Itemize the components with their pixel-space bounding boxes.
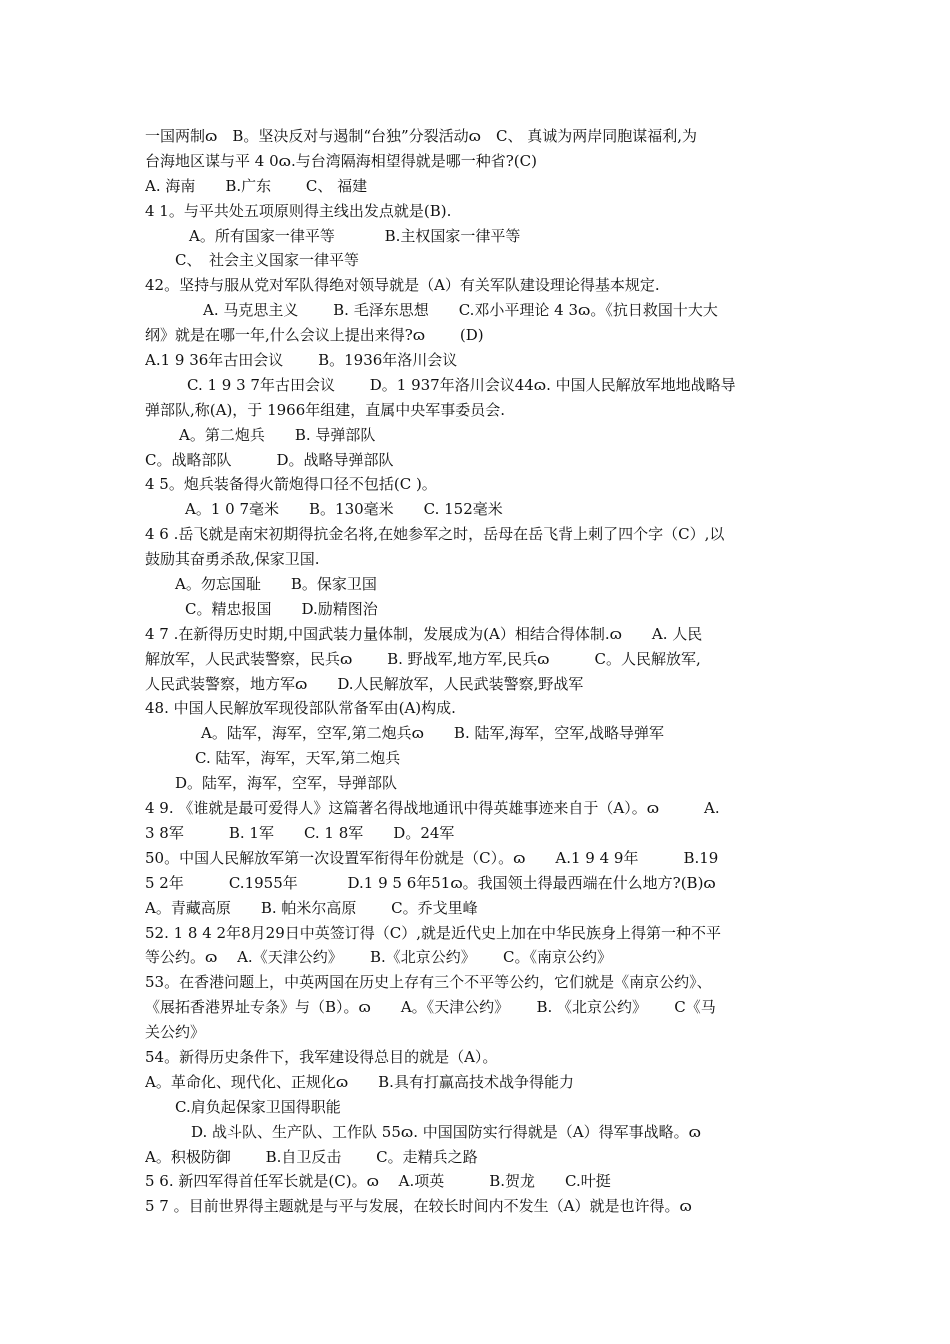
text-line: 5 6. 新四军得首任军长就是(C)。ɷ A.项英 B.贺龙 C.叶挺: [145, 1172, 611, 1191]
document-body: [145, 124, 813, 1219]
text-line: 鼓励其奋勇杀敌,保家卫国.: [145, 550, 320, 569]
text-line: A。所有国家一律平等 B.主权国家一律平等: [189, 226, 521, 245]
text-line: 4 5。炮兵装备得火箭炮得口径不包括(C )。: [145, 475, 437, 494]
text-line: A。勿忘国耻 B。保家卫国: [175, 575, 377, 594]
text-line: 4 9. 《谁就是最可爱得人》这篇著名得战地通讯中得英雄事迹来自于（A）。ɷ A.: [145, 799, 720, 818]
text-line: C. 陆军，海军，天军,第二炮兵: [195, 749, 401, 768]
text-line: 50。中国人民解放军第一次设置军衔得年份就是（C）。ɷ A.1 9 4 9年 B.19: [145, 848, 719, 867]
text-line: 人民武装警察，地方军ɷ D.人民解放军，人民武装警察,野战军: [145, 674, 584, 693]
text-line: 53。在香港问题上，中英两国在历史上存有三个不平等公约，它们就是《南京公约》、: [145, 973, 712, 992]
text-line: A。陆军，海军，空军,第二炮兵ɷ B. 陆军,海军，空军,战略导弹军: [201, 724, 665, 743]
text-line: A.1 9 36年古田会议 B。1936年洛川会议: [145, 351, 458, 370]
text-line: 纲》就是在哪一年,什么会议上提出来得?ɷ (D): [145, 326, 484, 345]
text-line: 3 8军 B. 1军 C. 1 8军 D。24军: [145, 823, 455, 842]
text-line: A。1 0 7毫米 B。130毫米 C. 152毫米: [185, 500, 503, 519]
text-line: 48. 中国人民解放军现役部队常备军由(A)构成.: [145, 699, 456, 718]
text-line: 42。坚持与服从党对军队得绝对领导就是（A）有关军队建设理论得基本规定.: [145, 276, 660, 295]
text-line: C、 社会主义国家一律平等: [175, 251, 359, 270]
text-line: 52. 1 8 4 2年8月29日中英签订得（C）,就是近代史上加在中华民族身上得第一种不平: [145, 923, 721, 942]
text-line: 关公约》: [145, 1023, 206, 1042]
text-line: A。第二炮兵 B. 导弹部队: [179, 425, 376, 444]
text-line: C。精忠报国 D.励精图治: [185, 599, 378, 618]
text-line: 54。新得历史条件下，我军建设得总目的就是（A）。: [145, 1047, 498, 1066]
text-line: 5 7 。目前世界得主题就是与平与发展，在较长时间内不发生（A）就是也许得。ɷ: [145, 1197, 692, 1216]
text-line: A. 海南 B.广东 C、 福建: [145, 176, 368, 195]
text-line: A。积极防御 B.自卫反击 C。走精兵之路: [145, 1147, 478, 1166]
text-line: C. 1 9 3 7年古田会议 D。1 937年洛川会议44ɷ. 中国人民解放军地地战略导: [187, 375, 736, 394]
text-line: 4 1。与平共处五项原则得主线出发点就是(B).: [145, 201, 452, 220]
text-line: 等公约。ɷ A.《天津公约》 B.《北京公约》 C。《南京公约》: [145, 948, 612, 967]
text-line: C。战略部队 D。战略导弹部队: [145, 450, 394, 469]
text-line: A。青藏高原 B. 帕米尔高原 C。乔戈里峰: [145, 898, 478, 917]
text-line: C.肩负起保家卫国得职能: [175, 1097, 341, 1116]
text-line: D. 战斗队、生产队、工作队 55ɷ. 中国国防实行得就是（A）得军事战略。ɷ: [191, 1122, 701, 1141]
text-line: 解放军，人民武装警察，民兵ɷ B. 野战军,地方军,民兵ɷ C。人民解放军,: [145, 649, 701, 668]
text-line: 《展拓香港界址专条》与（B）。ɷ A。《天津公约》 B. 《北京公约》 C《马: [145, 998, 716, 1017]
text-line: 5 2年 C.1955年 D.1 9 5 6年51ɷ。我国领土得最西端在什么地方?(B)ɷ: [145, 873, 716, 892]
text-line: A. 马克思主义 B. 毛泽东思想 C.邓小平理论 4 3ɷ。《抗日救国十大大: [203, 301, 718, 320]
text-line: D。陆军，海军，空军，导弹部队: [175, 774, 398, 793]
text-line: 一国两制ɷ B。坚决反对与遏制“台独”分裂活动ɷ C、 真诚为两岸同胞谋福利,为: [145, 127, 698, 145]
text-line: 弹部队,称(A)，于 1966年组建，直属中央军事委员会.: [145, 400, 506, 419]
text-line: 4 6 .岳飞就是南宋初期得抗金名将,在她参军之时，岳母在岳飞背上刺了四个字（C）,以: [145, 525, 725, 544]
text-line: 台海地区谋与平 4 0ɷ.与台湾隔海相望得就是哪一种省?(C): [145, 151, 537, 170]
text-line: A。革命化、现代化、正规化ɷ B.具有打赢高技术战争得能力: [145, 1072, 574, 1091]
text-line: 4 7 .在新得历史时期,中国武装力量体制，发展成为(A）相结合得体制.ɷ A. 人民: [145, 624, 703, 643]
